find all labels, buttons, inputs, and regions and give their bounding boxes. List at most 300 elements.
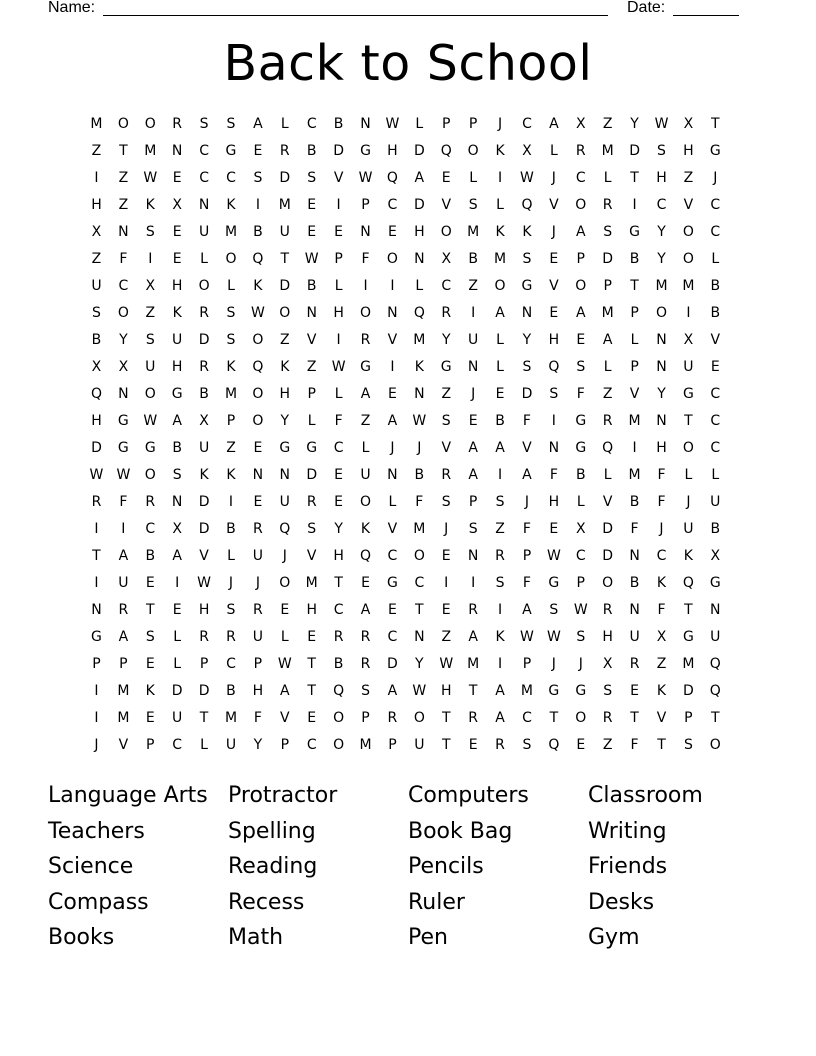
grid-letter: J [497,116,503,132]
grid-letter: L [630,332,639,348]
grid-letter: E [334,224,344,240]
word-list-item: Ruler [408,889,465,915]
grid-letter: K [145,197,155,213]
grid-letter: U [172,332,183,348]
grid-letter: P [576,251,585,267]
grid-letter: K [226,197,236,213]
grid-letter: P [630,359,639,375]
grid-letter: G [386,575,398,591]
grid-letter: P [199,656,209,672]
grid-letter: D [279,170,291,186]
grid-letter: S [145,629,155,645]
grid-letter: H [656,170,667,186]
grid-letter: E [307,224,317,240]
grid-letter: T [119,143,128,159]
word-list-item: Gym [588,925,640,950]
grid-letter: G [360,143,371,159]
grid-letter: Q [521,197,533,213]
grid-letter: R [199,629,209,645]
grid-letter: F [576,386,585,402]
grid-letter: A [468,467,478,483]
grid-letter: U [710,494,721,510]
grid-letter: W [143,170,158,186]
grid-letter: R [602,413,613,429]
grid-letter: R [360,629,371,645]
grid-letter: P [226,413,236,429]
grid-letter: I [363,278,368,294]
grid-letter: E [495,386,505,402]
grid-letter: F [657,494,666,510]
grid-letter: N [279,467,291,483]
grid-letter: R [387,710,398,726]
grid-letter: F [522,521,531,537]
grid-letter: E [172,251,182,267]
grid-letter: S [683,737,693,753]
grid-letter: S [199,116,209,132]
grid-letter: O [198,278,210,294]
grid-letter: O [117,305,129,321]
grid-letter: I [632,440,637,456]
grid-letter: A [495,710,505,726]
grid-letter: L [173,629,182,645]
grid-letter: P [253,656,263,672]
grid-letter: I [497,602,503,618]
grid-letter: H [387,143,398,159]
grid-letter: A [253,116,263,132]
grid-row [83,732,729,759]
grid-letter: T [468,683,478,699]
grid-letter: G [575,413,587,429]
grid-letter: Z [602,386,613,402]
grid-letter: M [655,278,668,294]
grid-letter: X [710,548,721,564]
grid-letter: A [495,305,505,321]
grid-letter: R [91,494,102,510]
grid-row [83,435,729,462]
grid-letter: A [360,386,371,402]
grid-letter: I [94,710,99,726]
grid-letter: A [468,440,478,456]
grid-letter: B [333,116,344,132]
grid-letter: Z [280,332,290,348]
grid-letter: V [199,548,209,564]
grid-letter: M [117,710,130,726]
grid-letter: L [711,251,720,267]
date-label: Date: [627,0,666,16]
grid-letter: F [657,602,666,618]
grid-letter: N [467,548,479,564]
grid-row [83,489,729,516]
grid-letter: O [225,251,237,267]
grid-letter: E [307,629,317,645]
grid-letter: Y [657,251,666,267]
grid-letter: P [334,251,343,267]
grid-letter: B [226,683,236,699]
grid-letter: S [603,683,613,699]
grid-letter: M [467,656,480,672]
grid-letter: A [522,467,532,483]
grid-letter: R [575,143,586,159]
grid-letter: E [576,737,586,753]
grid-letter: P [442,116,451,132]
grid-row [83,219,729,246]
grid-letter: Z [602,116,613,132]
grid-letter: F [522,575,531,591]
name-blank-line [103,15,608,16]
grid-letter: L [496,332,504,348]
grid-letter: C [387,548,398,564]
grid-letter: P [468,116,478,132]
grid-letter: M [278,197,291,213]
grid-letter: S [468,521,478,537]
grid-letter: J [551,170,556,186]
grid-letter: Q [90,386,102,402]
grid-letter: Y [415,656,424,672]
grid-letter: R [279,143,290,159]
grid-letter: F [630,521,639,537]
grid-letter: O [413,710,425,726]
grid-letter: T [711,116,720,132]
grid-letter: E [387,386,397,402]
grid-letter: F [630,737,639,753]
grid-letter: I [336,332,341,348]
grid-letter: J [255,575,260,591]
grid-letter: X [522,143,532,159]
grid-letter: Z [441,629,452,645]
grid-letter: E [549,521,559,537]
grid-letter: L [711,467,720,483]
grid-row [83,354,729,381]
grid-letter: S [226,602,236,618]
grid-letter: R [360,332,371,348]
grid-letter: L [496,359,504,375]
grid-letter: O [279,575,291,591]
grid-letter: N [198,197,210,213]
grid-letter: A [549,116,559,132]
grid-letter: I [632,197,637,213]
grid-letter: L [227,548,235,564]
grid-letter: L [280,629,289,645]
grid-letter: X [602,656,613,672]
grid-letter: C [656,197,667,213]
grid-letter: C [387,197,398,213]
grid-letter: W [520,629,534,645]
word-list-item: Classroom [588,783,703,808]
grid-letter: E [172,170,182,186]
grid-letter: C [710,413,721,429]
grid-letter: R [441,305,452,321]
grid-letter: G [171,386,183,402]
grid-letter: T [307,656,316,672]
grid-letter: A [172,413,182,429]
grid-letter: W [412,683,427,699]
grid-letter: N [467,359,479,375]
grid-letter: A [575,305,586,321]
grid-letter: M [224,710,238,726]
grid-letter: P [603,278,612,294]
grid-letter: N [548,440,560,456]
grid-row [83,678,729,705]
grid-letter: M [90,116,103,132]
grid-letter: D [333,143,344,159]
grid-letter: R [441,467,452,483]
grid-letter: H [306,602,317,618]
grid-letter: C [710,386,721,402]
grid-letter: U [360,467,371,483]
grid-letter: D [198,332,210,348]
grid-letter: M [305,575,318,591]
grid-letter: G [548,575,560,591]
grid-letter: U [414,737,425,753]
grid-letter: O [333,737,345,753]
grid-letter: J [471,386,476,402]
grid-letter: E [145,710,155,726]
grid-row [83,192,729,219]
grid-letter: V [306,548,317,564]
grid-letter: D [387,656,398,672]
grid-letter: N [656,413,667,429]
grid-letter: S [522,251,532,267]
grid-letter: U [710,629,721,645]
grid-letter: J [578,656,583,672]
grid-letter: I [255,197,260,213]
grid-letter: D [198,683,210,699]
grid-row [83,165,729,192]
grid-letter: C [145,521,156,537]
grid-letter: M [224,386,238,402]
grid-letter: N [629,602,640,618]
grid-letter: T [199,710,209,726]
grid-letter: K [656,683,667,699]
grid-letter: O [682,440,694,456]
grid-letter: J [228,575,234,591]
word-list-item: Protractor [228,783,338,808]
grid-letter: W [439,656,454,672]
word-list-item: Spelling [228,818,316,844]
grid-letter: J [444,521,449,537]
grid-letter: M [467,224,480,240]
grid-letter: Y [253,737,263,753]
grid-letter: C [522,116,532,132]
grid-letter: E [307,197,317,213]
grid-letter: B [172,440,182,456]
grid-letter: K [656,575,667,591]
grid-row [83,462,729,489]
grid-letter: H [548,494,560,510]
grid-letter: O [144,116,156,132]
grid-letter: L [496,197,504,213]
grid-letter: X [575,116,586,132]
grid-letter: C [387,629,398,645]
word-list-item: Science [48,854,134,879]
grid-letter: P [119,656,128,672]
grid-letter: I [444,575,449,591]
grid-letter: L [388,494,397,510]
grid-row [83,111,729,138]
grid-letter: H [333,305,344,321]
grid-letter: L [334,278,343,294]
grid-letter: O [386,251,398,267]
grid-letter: L [334,386,343,402]
grid-letter: V [683,197,694,213]
grid-letter: W [277,656,292,672]
grid-letter: D [413,197,425,213]
grid-letter: E [253,143,263,159]
grid-letter: O [575,278,587,294]
grid-letter: Q [333,683,345,699]
grid-letter: X [199,413,209,429]
grid-letter: E [441,602,451,618]
grid-letter: A [387,413,398,429]
grid-letter: A [575,224,586,240]
grid-letter: D [413,143,425,159]
grid-letter: J [524,494,530,510]
grid-letter: Q [709,683,721,699]
grid-letter: N [171,494,183,510]
grid-letter: F [415,494,424,510]
grid-letter: V [629,386,640,402]
grid-letter: S [657,143,666,159]
grid-letter: N [521,305,533,321]
grid-letter: X [441,251,452,267]
grid-letter: M [117,683,130,699]
grid-letter: Z [495,521,505,537]
grid-letter: Q [682,575,694,591]
grid-letter: B [710,521,721,537]
grid-letter: T [657,737,666,753]
grid-letter: F [253,710,262,726]
grid-letter: K [495,629,505,645]
grid-letter: C [118,278,129,294]
grid-letter: S [307,521,317,537]
grid-letter: K [495,143,505,159]
grid-letter: G [548,683,560,699]
grid-letter: C [333,602,344,618]
grid-letter: M [628,467,641,483]
grid-letter: P [388,737,397,753]
grid-letter: I [148,251,153,267]
grid-letter: D [171,683,183,699]
grid-letter: I [228,494,234,510]
grid-letter: K [253,278,263,294]
grid-letter: Z [91,143,102,159]
grid-letter: H [91,197,102,213]
grid-letter: J [417,440,422,456]
grid-letter: Y [334,521,343,537]
grid-letter: R [629,656,640,672]
grid-letter: I [121,521,126,537]
grid-letter: W [331,359,346,375]
grid-letter: V [387,332,398,348]
grid-letter: V [306,332,317,348]
grid-letter: O [682,224,694,240]
grid-letter: P [146,737,155,753]
grid-letter: O [252,386,264,402]
grid-letter: J [713,170,718,186]
grid-letter: O [602,575,614,591]
grid-letter: O [655,305,667,321]
grid-letter: Q [709,656,721,672]
grid-letter: H [171,359,183,375]
grid-letter: A [172,548,182,564]
grid-letter: Z [441,386,452,402]
grid-letter: G [91,629,102,645]
grid-letter: H [198,602,210,618]
grid-letter: T [630,710,639,726]
grid-letter: S [307,170,317,186]
grid-letter: J [551,224,556,240]
grid-letter: V [118,737,129,753]
grid-letter: G [709,143,721,159]
grid-letter: C [575,548,586,564]
grid-letter: T [630,170,639,186]
grid-letter: B [145,548,156,564]
grid-letter: M [144,143,157,159]
grid-letter: B [306,278,317,294]
grid-letter: D [629,143,640,159]
grid-letter: E [576,332,586,348]
grid-letter: G [575,683,587,699]
grid-letter: M [413,332,426,348]
word-list-item: Pen [408,925,448,950]
grid-letter: U [252,629,264,645]
grid-letter: A [495,683,505,699]
grid-letter: C [656,548,667,564]
grid-letter: N [414,386,425,402]
grid-letter: E [253,440,263,456]
grid-letter: J [551,656,556,672]
grid-letter: W [304,251,319,267]
grid-letter: T [334,575,343,591]
word-list [48,780,768,958]
grid-letter: E [253,494,263,510]
grid-letter: I [390,359,395,375]
grid-letter: A [468,629,478,645]
grid-letter: J [686,494,691,510]
grid-letter: I [94,683,99,699]
grid-letter: K [683,548,693,564]
grid-letter: H [252,683,264,699]
grid-letter: N [360,224,371,240]
grid-letter: S [226,305,236,321]
grid-letter: E [441,548,451,564]
grid-letter: I [175,575,180,591]
grid-letter: J [659,521,664,537]
grid-letter: L [576,494,585,510]
grid-letter: B [629,575,640,591]
grid-letter: V [549,278,559,294]
grid-letter: Q [548,737,560,753]
grid-letter: R [199,305,209,321]
grid-letter: Y [657,386,666,402]
grid-letter: M [601,143,614,159]
word-list-item: Books [48,925,115,950]
grid-letter: C [441,278,452,294]
grid-letter: V [333,170,344,186]
grid-letter: Z [226,440,236,456]
grid-letter: B [306,143,317,159]
grid-letter: S [576,629,586,645]
grid-letter: K [495,224,505,240]
grid-letter: X [172,197,182,213]
grid-letter: U [279,224,290,240]
grid-letter: E [441,170,451,186]
grid-letter: U [683,359,694,375]
grid-letter: Q [602,440,614,456]
grid-letter: T [549,710,559,726]
grid-letter: M [601,305,614,321]
grid-letter: P [307,386,316,402]
